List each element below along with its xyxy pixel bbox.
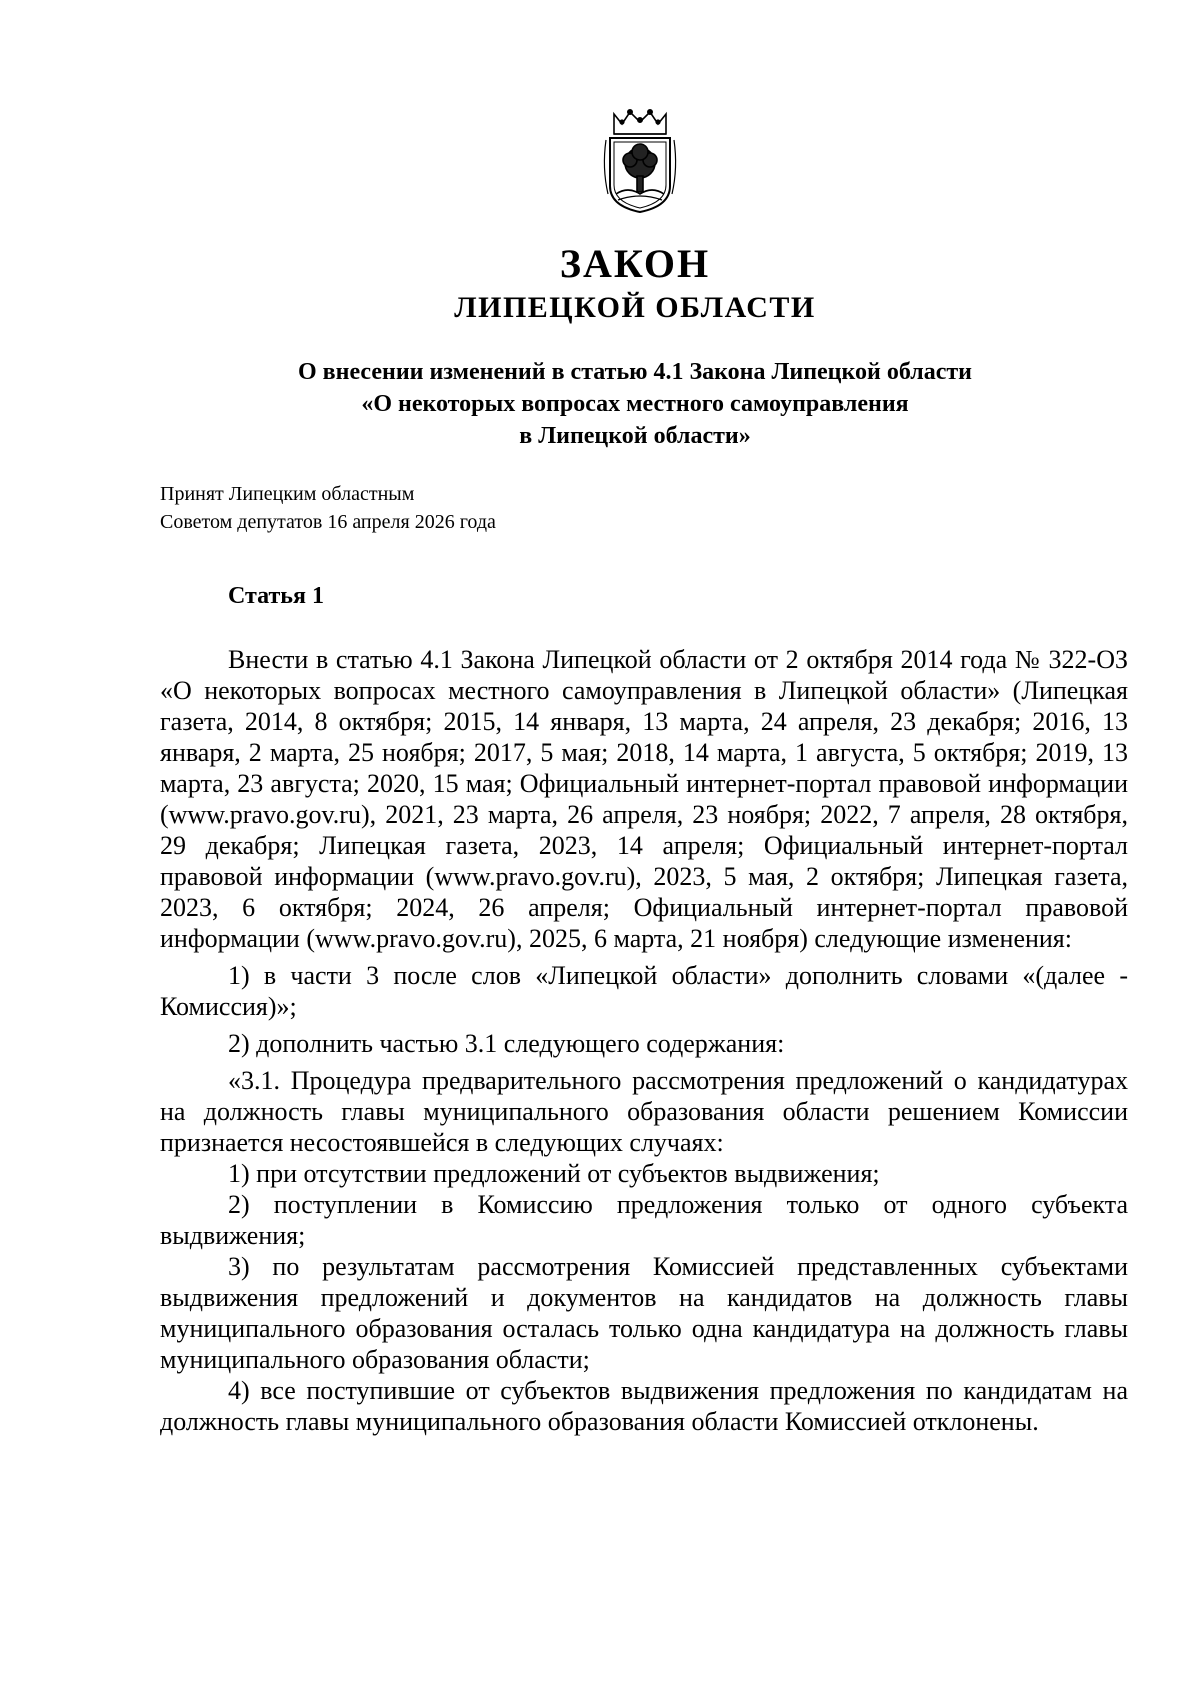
article-body [160, 644, 1128, 1437]
document-subtitle: ЛИПЕЦКОЙ ОБЛАСТИ [454, 291, 816, 324]
adoption-line: Советом депутатов 16 апреля 2026 года [160, 511, 496, 533]
law-name-line: в Липецкой области» [519, 423, 751, 449]
article-paragraph: Внести в статью 4.1 Закона Липецкой области от 2 октября 2014 года № 322-ОЗ «О некоторых вопросах местного самоуправления в Липецкой области» (Липецкая газета, 2014, 8 октября; 2015, 14 января, 13 марта, 24 апреля, 23 декабря; 2016, 13 января, 2 марта, 25 ноября; 2017, 5 мая; 2018, 14 марта, 1 августа, 5 октября; 2019, 13 марта, 23 августа; 2020, 15 мая; Официальный интернет-портал правовой информации (www.pravo.gov.ru), 2021, 23 марта, 26 апреля, 23 ноября; 2022, 7 апреля, 28 октября, 29 декабря; Липецкая газета, 2023, 14 апреля; Официальный интернет-портал правовой информации (www.pravo.gov.ru), 2023, 5 мая, 2 октября; Липецкая газета, 2023, 6 октября; 2024, 26 апреля; Официальный интернет-портал правовой информации (www.pravo.gov.ru), 2025, 6 марта, 21 ноября) следующие изменения: [160, 645, 1128, 953]
article-heading: Статья 1 [228, 583, 324, 609]
adoption-line: Принят Липецким областным [160, 483, 415, 505]
law-name-line: «О некоторых вопросах местного самоуправления [361, 391, 909, 417]
article-paragraph: 2) поступлении в Комиссию предложения только от одного субъекта выдвижения; [160, 1190, 1128, 1250]
article-paragraph: 2) дополнить частью 3.1 следующего содержания: [228, 1029, 785, 1058]
article-paragraph: 4) все поступившие от субъектов выдвижения предложения по кандидатам на должность главы муниципального образования области Комиссией отклонены. [160, 1376, 1128, 1436]
law-name-line: О внесении изменений в статью 4.1 Закона Липецкой области [298, 359, 972, 385]
adoption-note [160, 480, 496, 536]
law-name [0, 356, 1200, 452]
coat-of-arms-icon [600, 108, 680, 216]
article-paragraph: «3.1. Процедура предварительного рассмотрения предложений о кандидатурах на должность главы муниципального образования области решением Комиссии признается несостоявшейся в следующих случаях: [160, 1066, 1128, 1157]
article-paragraph: 1) в части 3 после слов «Липецкой области» дополнить словами «(далее - Комиссия)»; [160, 961, 1128, 1021]
document-title: ЗАКОН [559, 241, 711, 286]
article-paragraph: 3) по результатам рассмотрения Комиссией представленных субъектами выдвижения предложений и документов на кандидатов на должность главы муниципального образования осталась только одна кандидатура на должность главы муниципального образования области; [160, 1252, 1128, 1374]
article-paragraph: 1) при отсутствии предложений от субъектов выдвижения; [228, 1159, 880, 1188]
